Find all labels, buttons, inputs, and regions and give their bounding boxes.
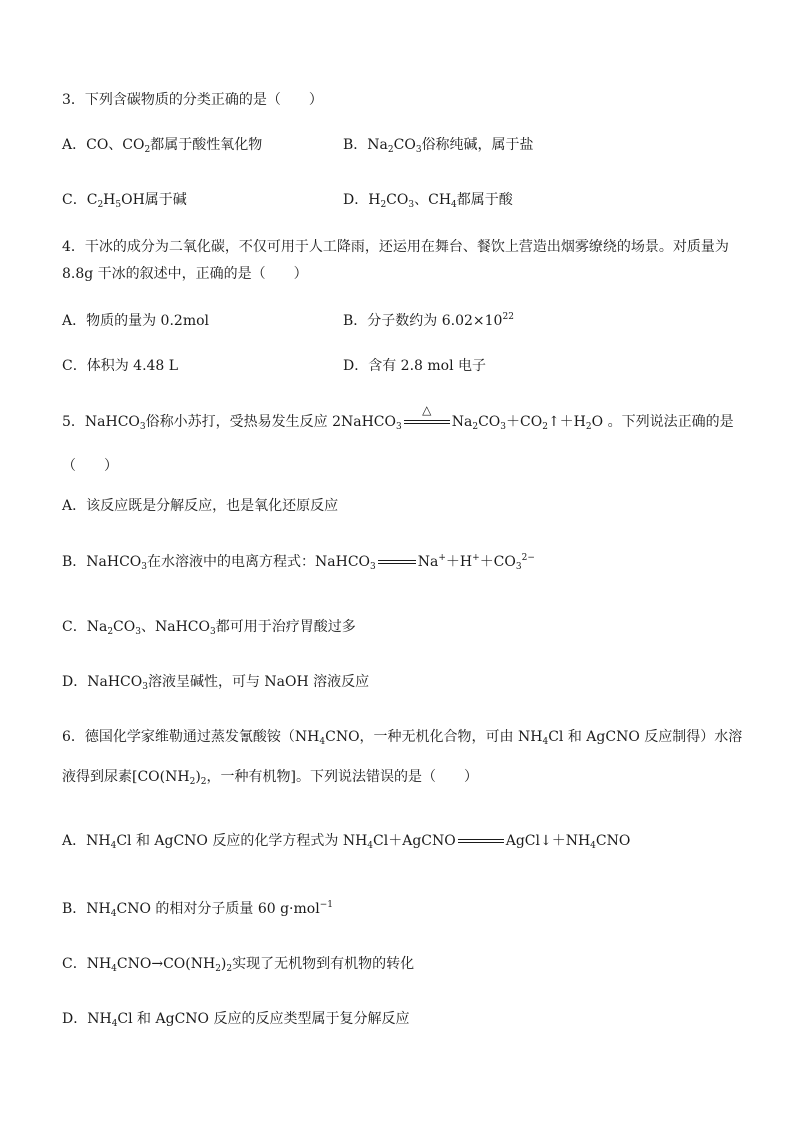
- q6-stem-line2: 液得到尿素[$CO(NH_2)_2$，一种有机物]。下列说法错误的是（ ）: [62, 769, 478, 787]
- q4-option-a: A．物质的量为 0.2mol: [62, 313, 210, 329]
- q6-option-c: C．$NH_4CNO\to CO(NH_2)_2$实现了无机物到有机物的转化: [62, 956, 415, 974]
- q6-option-a: A．$NH_4Cl$ 和 AgCNO 反应的化学方程式为 $NH_4Cl+AgCNO$ $AgCl↓+NH_4CNO$: [62, 833, 631, 851]
- q3-option-c: C．$C_2H_5OH$属于碱: [62, 192, 187, 210]
- equals-sign: [378, 556, 416, 568]
- heat-symbol: △: [422, 403, 432, 417]
- heating-equals-sign: [404, 403, 450, 428]
- q3-option-d: D．$H_2CO_3$、$CH_4$都属于酸: [343, 192, 513, 210]
- q5-option-d: D．NaHCO$_3$溶液呈碱性，可与 NaOH 溶液反应: [62, 674, 370, 692]
- q6-option-b: B．$NH_4CNO$ 的相对分子质量 60 g·mol$^{-1}$: [62, 900, 333, 919]
- q4-stem-line1: 4．干冰的成分为二氧化碳，不仅可用于人工降雨，还运用在舞台、餐饮上营造出烟雾缭绕的场景。对质量为: [62, 239, 729, 255]
- q4-option-c: C．体积为 4.48 L: [62, 358, 179, 374]
- q5-stem-line1: 5．NaHCO$_3$俗称小苏打，受热易发生反应 2NaHCO$_3$ △ $Na_2CO_3+CO_2↑+H_2O$ 。下列说法正确的是: [62, 412, 734, 432]
- q3-stem: 3．下列含碳物质的分类正确的是（ ）: [62, 92, 323, 108]
- q5-option-b: B．NaHCO$_3$在水溶液中的电离方程式：NaHCO$_3$ $Na^++H^++CO_3^{2-}$: [62, 553, 535, 572]
- q4-stem-line2: 8.8g 干冰的叙述中，正确的是（ ）: [62, 266, 308, 282]
- q3-option-b: B．$Na_2CO_3$俗称纯碱，属于盐: [343, 137, 534, 155]
- q5-option-a: A．该反应既是分解反应，也是氧化还原反应: [62, 498, 339, 514]
- q4-option-b: B．分子数约为 $6.02\times 10^{22}$: [343, 312, 514, 329]
- q6-stem-line1: 6．德国化学家维勒通过蒸发氰酸铵（$NH_4CNO$，一种无机化合物，可由 $NH_4Cl$ 和 AgCNO 反应制得）水溶: [62, 729, 743, 747]
- q4-option-d: D．含有 2.8 mol 电子: [343, 358, 487, 374]
- equals-sign: [458, 835, 504, 847]
- q5-stem-line2: （ ）: [62, 458, 118, 474]
- q6-option-d: D．$NH_4Cl$ 和 AgCNO 反应的反应类型属于复分解反应: [62, 1011, 410, 1029]
- q3-option-a: A．CO、$CO_2$都属于酸性氧化物: [62, 137, 263, 155]
- q5-option-c: C．$Na_2CO_3$、NaHCO$_3$都可用于治疗胃酸过多: [62, 619, 356, 637]
